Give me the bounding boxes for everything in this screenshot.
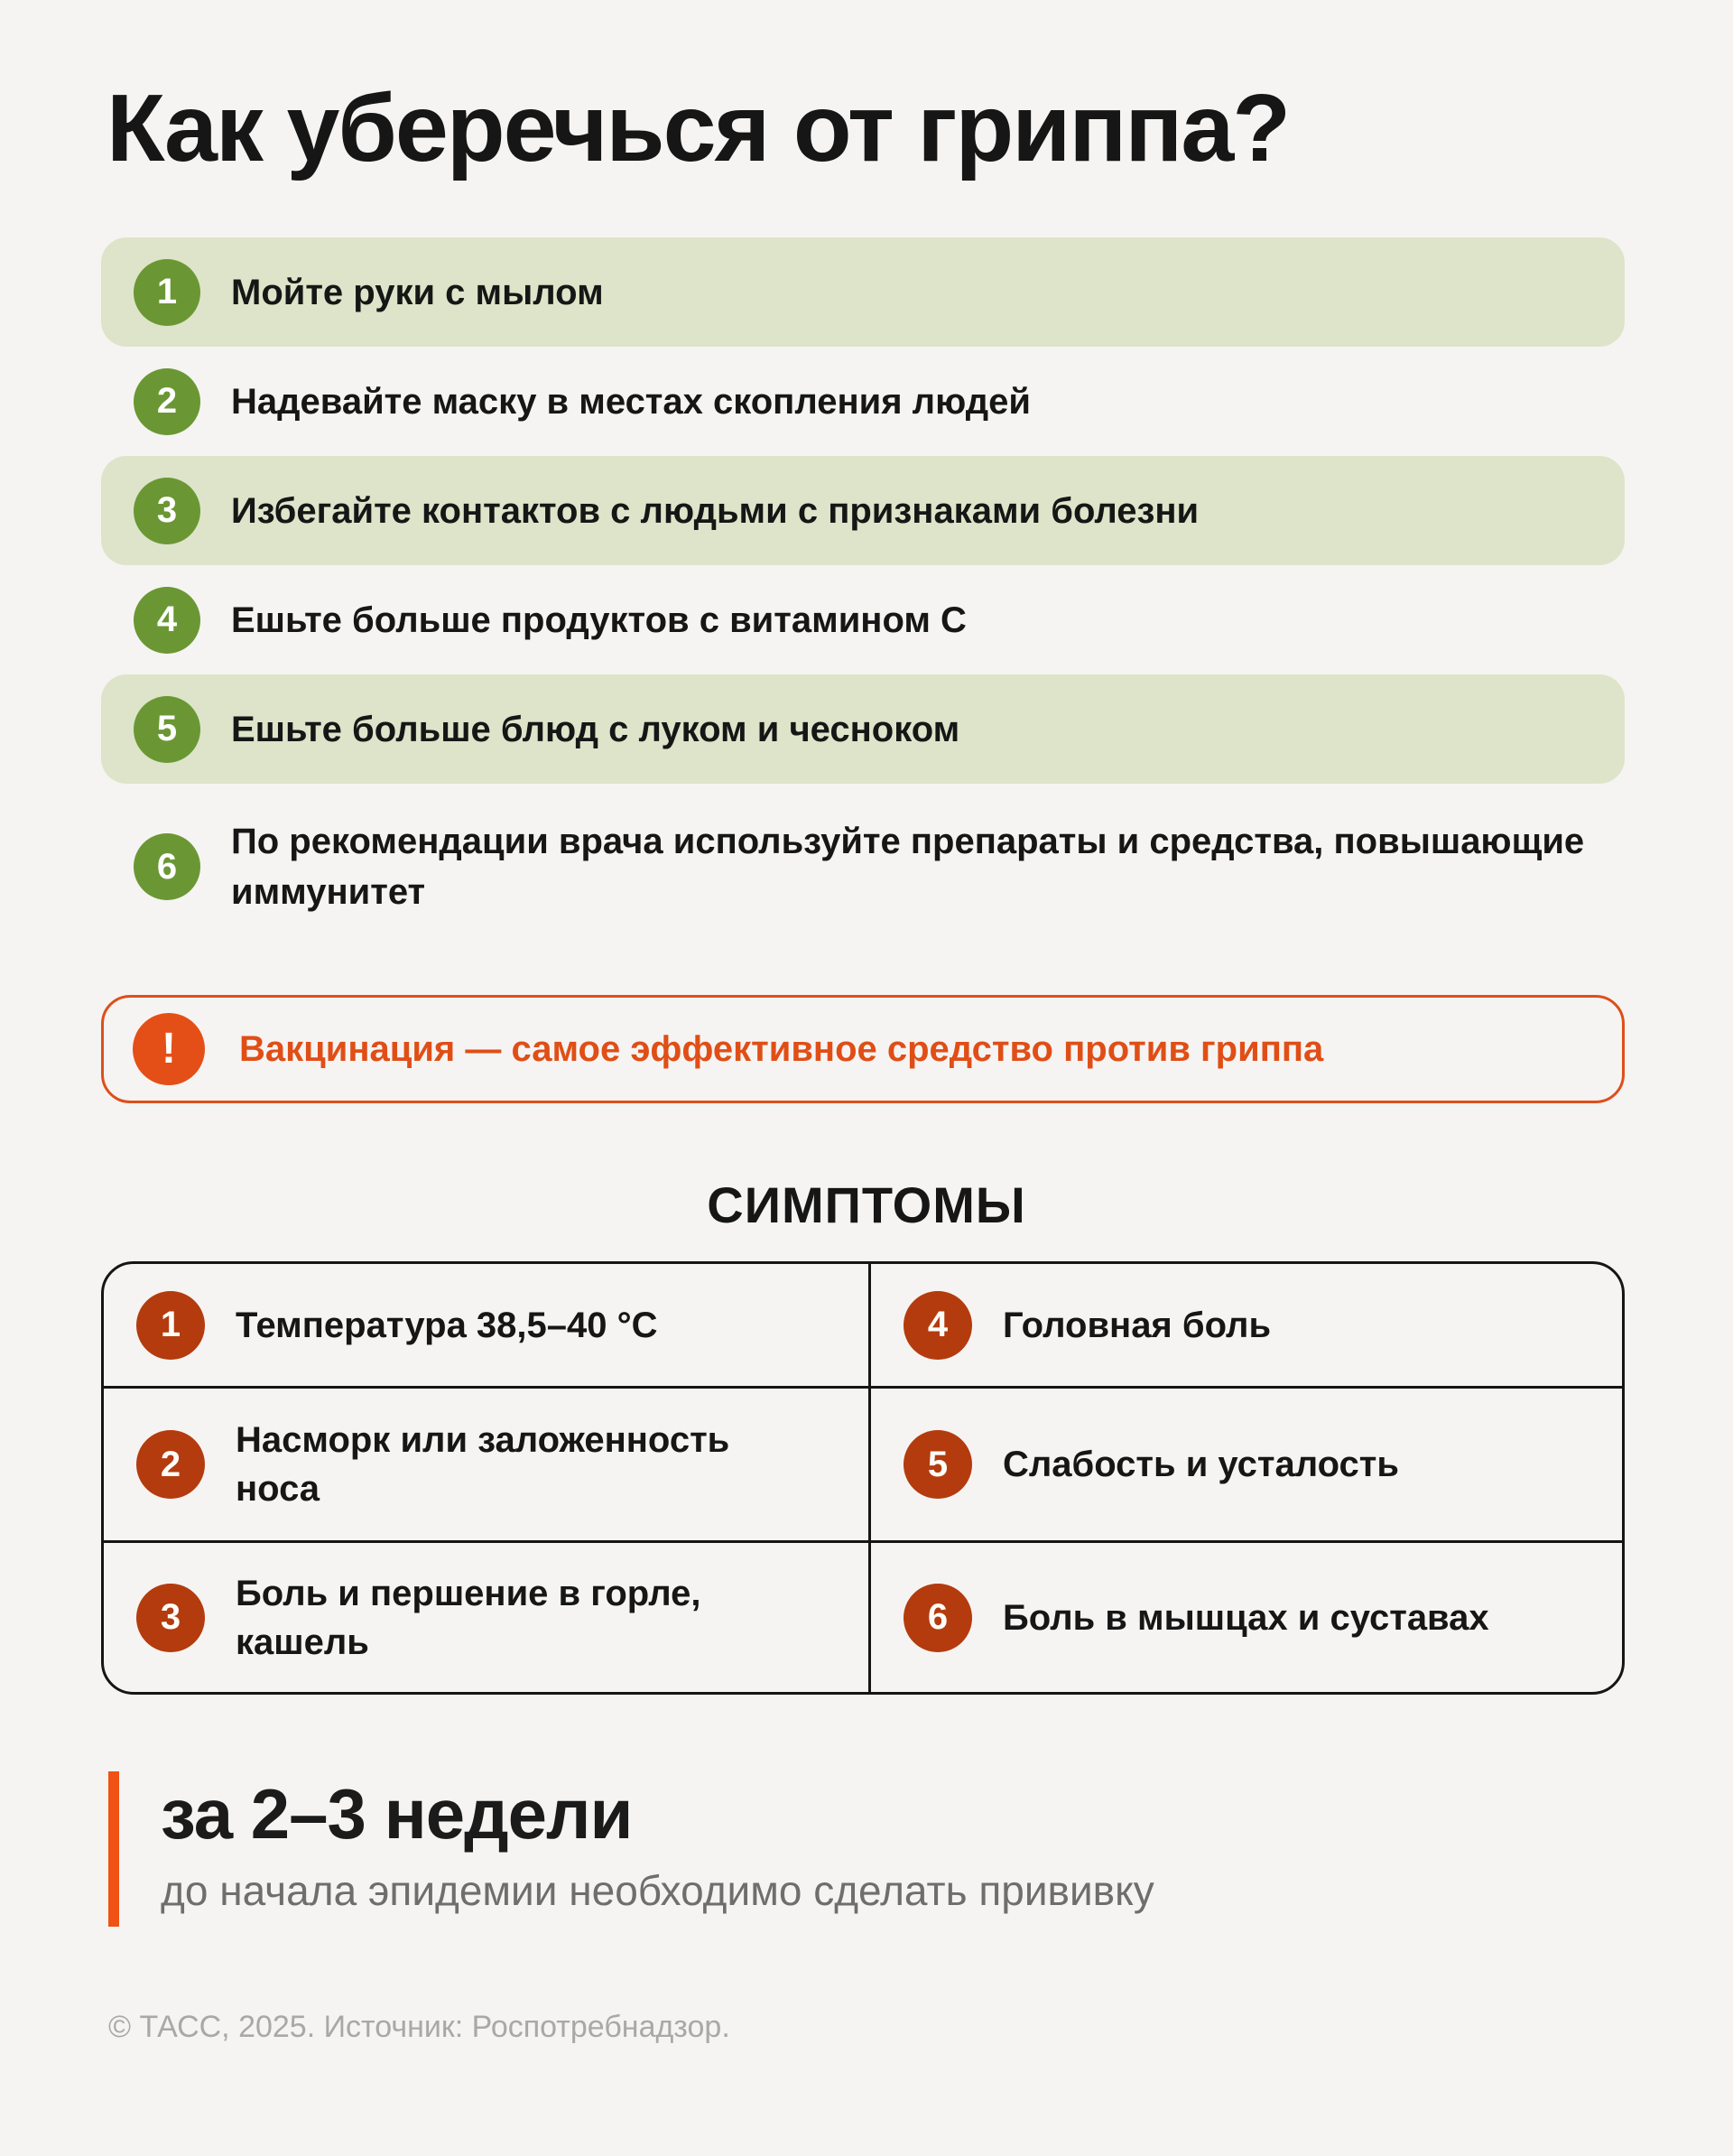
prevention-tips-list xyxy=(101,237,1625,950)
tip-text: Надевайте маску в местах скопления людей xyxy=(231,381,1031,422)
symptom-text: Боль и першение в горле, кашель xyxy=(236,1573,701,1662)
tip-row-2 xyxy=(101,347,1625,456)
symptom-text: Слабость и усталость xyxy=(1003,1445,1399,1484)
note-subtitle: до начала эпидемии необходимо сделать прививку xyxy=(161,1867,1154,1915)
tip-row-4 xyxy=(101,565,1625,674)
vaccination-timing-note xyxy=(108,1771,1154,1927)
symptom-text: Насморк или заложенность носа xyxy=(236,1420,730,1509)
note-title: за 2–3 недели xyxy=(161,1774,633,1854)
symptom-text: Боль в мышцах и суставах xyxy=(1003,1597,1489,1638)
symptoms-section-heading: СИМПТОМЫ xyxy=(707,1176,1026,1233)
tip-number-badge: 2 xyxy=(134,368,200,435)
warning-text: Вакцинация — самое эффективное средство против гриппа xyxy=(239,1028,1324,1069)
symptom-cell-2 xyxy=(104,1389,871,1543)
symptom-number-badge: 2 xyxy=(136,1430,205,1499)
symptom-cell-4 xyxy=(871,1264,1622,1389)
symptom-number-badge: 1 xyxy=(136,1291,205,1360)
tip-row-3 xyxy=(101,456,1625,565)
symptom-cell-6 xyxy=(871,1543,1622,1692)
tip-number-badge: 4 xyxy=(134,587,200,654)
tip-text: Ешьте больше продуктов с витамином C xyxy=(231,599,967,640)
symptom-text: Температура 38,5–40 °C xyxy=(236,1305,658,1345)
tip-number-badge: 3 xyxy=(134,478,200,544)
symptom-cell-3 xyxy=(104,1543,871,1692)
symptoms-table xyxy=(101,1261,1625,1695)
footer-credit: © ТАСС, 2025. Источник: Роспотребнадзор. xyxy=(108,2010,730,2044)
tip-number-badge: 1 xyxy=(134,259,200,326)
tip-row-5 xyxy=(101,674,1625,784)
tip-text: По рекомендации врача используйте препараты и средства, повышающие иммунитет xyxy=(231,822,1585,912)
symptom-number-badge: 5 xyxy=(904,1430,972,1499)
tip-row-1 xyxy=(101,237,1625,347)
tip-text: Мойте руки с мылом xyxy=(231,272,604,312)
vaccination-warning-banner xyxy=(101,995,1625,1103)
page-title: Как уберечься от гриппа? xyxy=(107,75,1290,181)
symptom-cell-1 xyxy=(104,1264,871,1389)
symptom-number-badge: 4 xyxy=(904,1291,972,1360)
tip-row-6 xyxy=(101,784,1625,950)
tip-text: Избегайте контактов с людьми с признаками болезни xyxy=(231,490,1200,531)
tip-number-badge: 6 xyxy=(134,833,200,900)
symptom-text: Головная боль xyxy=(1003,1305,1272,1345)
symptom-cell-5 xyxy=(871,1389,1622,1543)
exclamation-icon: ! xyxy=(133,1013,205,1085)
symptom-number-badge: 3 xyxy=(136,1584,205,1652)
symptom-number-badge: 6 xyxy=(904,1584,972,1652)
tip-number-badge: 5 xyxy=(134,696,200,763)
tip-text: Ешьте больше блюд с луком и чесноком xyxy=(231,709,960,749)
